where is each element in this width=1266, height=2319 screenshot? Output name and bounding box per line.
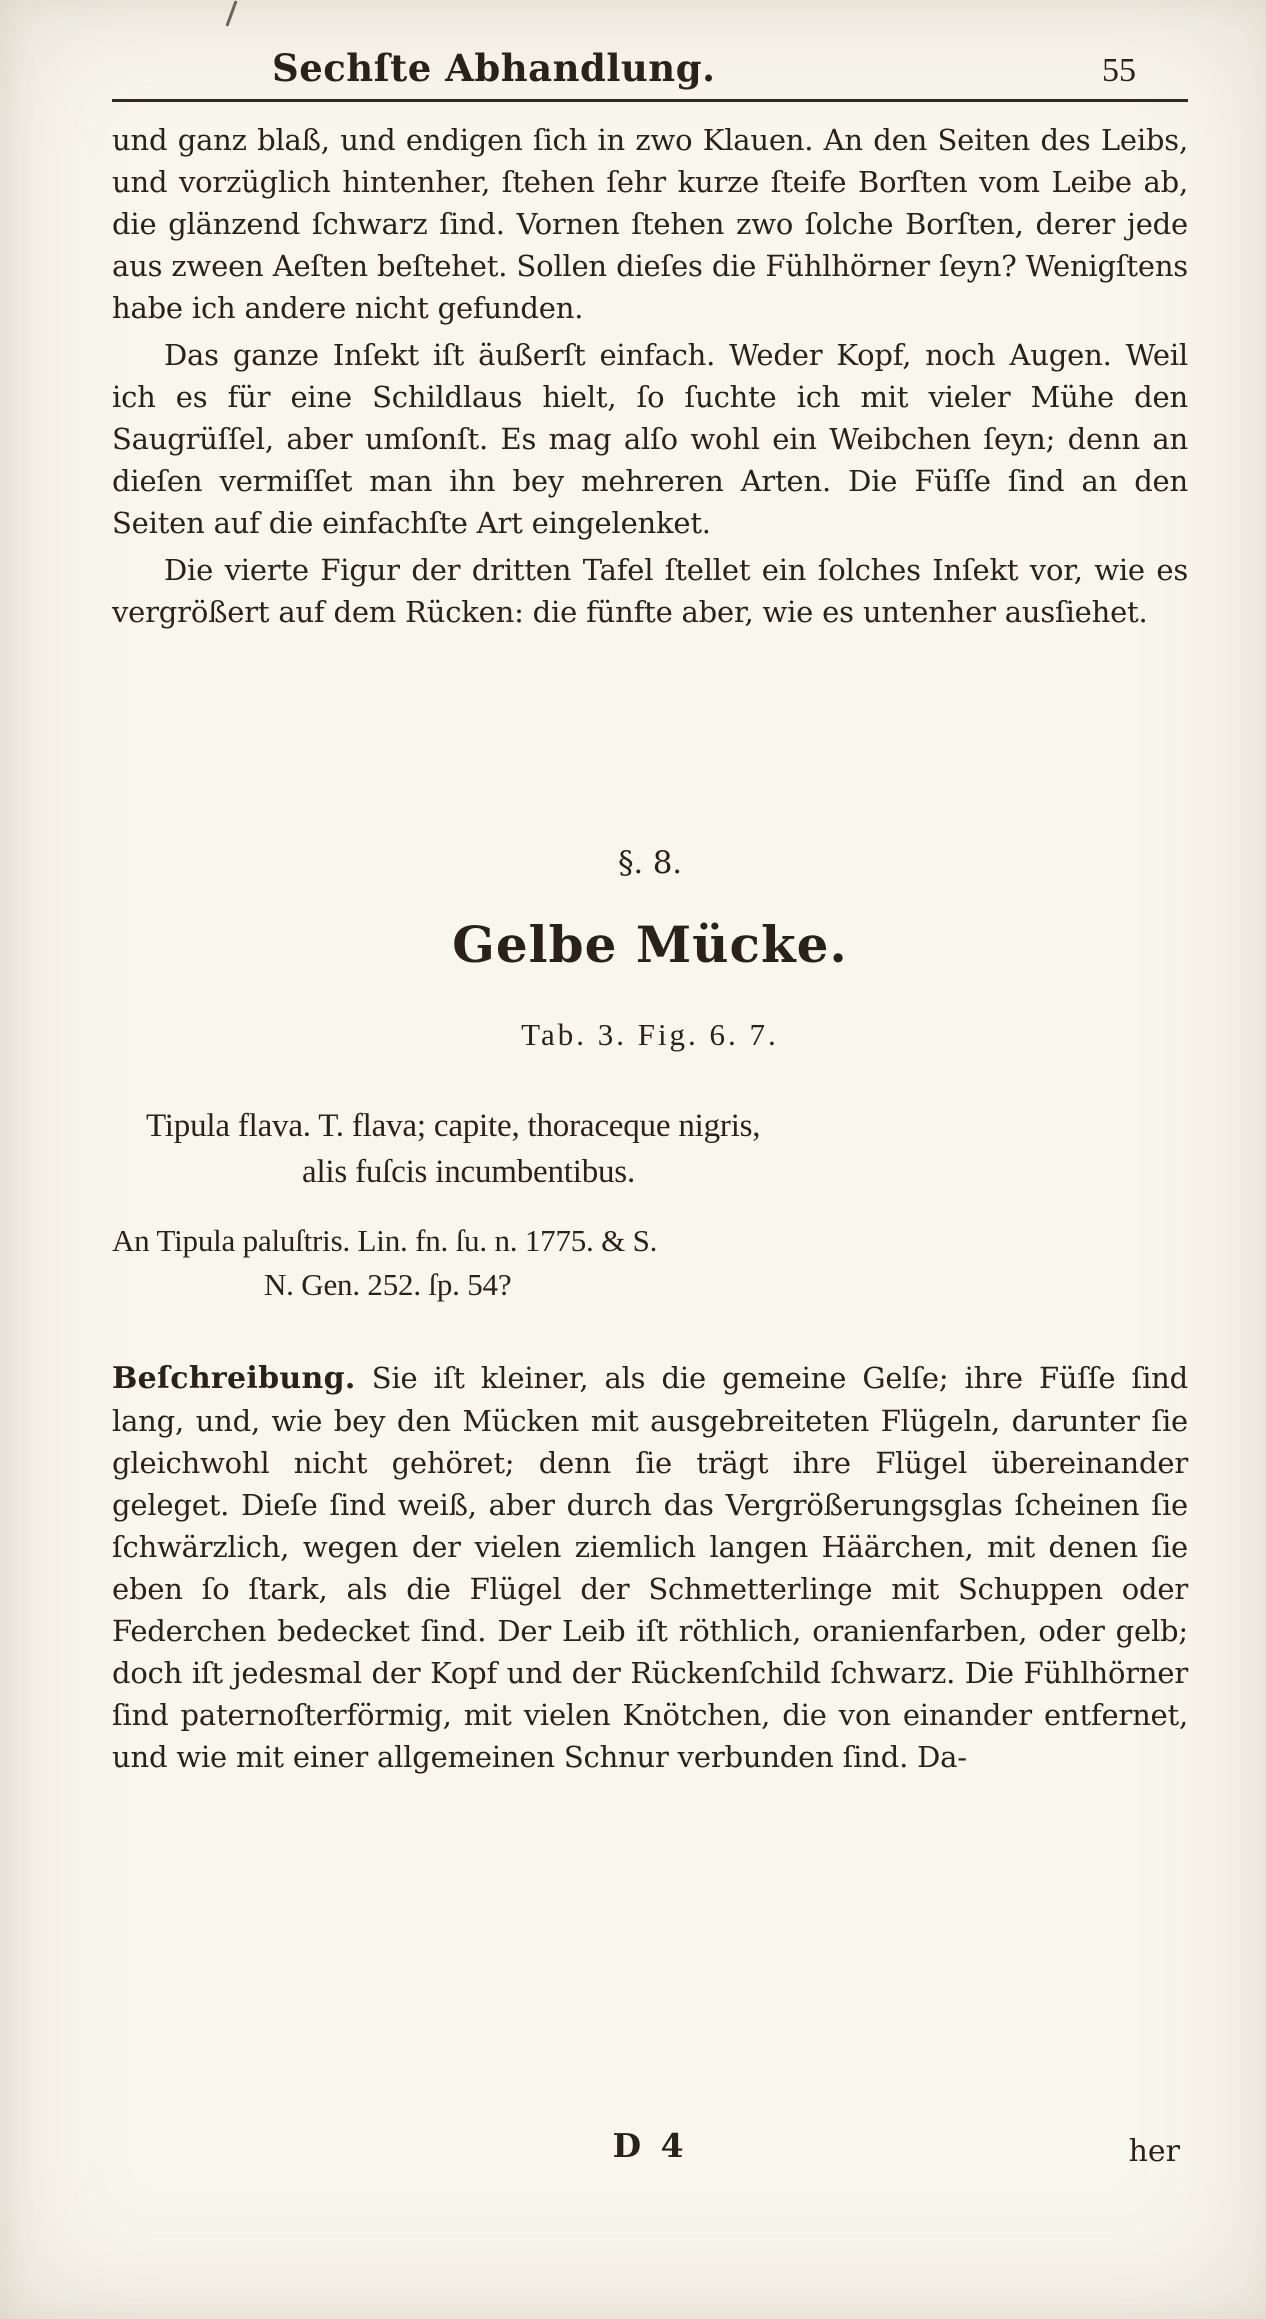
literature-reference [112,1219,1188,1307]
paragraph: und ganz blaß, und endigen ſich in zwo Klauen. An den Seiten des Leibs, und vorzüglich hintenher, ſtehen ſehr kurze ſteife Borſten vom Leibe ab, die glänzend ſchwarz ſind. Vornen ſtehen zwo ſolche Borſten, derer jede aus zween Aeſten beſtehet. Sollen dieſes die Fühlhörner ſeyn? Wenigſtens habe ich andere nicht gefunden. [112,123,1188,325]
signature-mark: D 4 [612,2126,688,2165]
description-text: Sie iſt kleiner, als die gemeine Gelſe; ihre Füſſe ſind lang, und, wie bey den Mücken mit ausgebreiteten Flügeln, darunter ſie gleichwohl nicht gehöret; denn ſie trägt ihre Flügel übereinander geleget. Dieſe ſind weiß, aber durch das Vergrößerungsglas ſcheinen ſie ſchwärzlich, wegen der vielen ziemlich langen Häärchen, mit denen ſie eben ſo ſtark, als die Flügel der Schmetterlinge mit Schuppen oder Federchen bedecket ſind. Der Leib iſt röthlich, oranienfarben, oder gelb; doch iſt jedesmal der Kopf und der Rückenſchild ſchwarz. Die Fühlhörner ſind paternoſterförmig, mit vielen Knötchen, die von einander entfernet, und wie mit einer allgemeinen Schnur verbunden ſind. Da- [112,1361,1188,1774]
catchword: her [1128,2134,1180,2169]
literature-reference-line: An Tipula paluſtris. Lin. fn. ſu. n. 1775. & S. [112,1223,658,1258]
chapter-title: Sechſte Abhandlung. [272,46,716,90]
latin-diagnosis-line: alis fuſcis incumbentibus. [302,1154,636,1190]
paragraph: Das ganze Inſekt iſt äußerſt einfach. Weder Kopf, noch Augen. Weil ich es für eine Schildlaus hielt, ſo ſuchte ich mit vieler Mühe den Saugrüſſel, aber umſonſt. Es mag alſo wohl ein Weibchen ſeyn; denn an dieſen vermiſſet man ihn bey mehreren Arten. Die Füſſe ſind an den Seiten auf die einfachſte Art eingelenket. [112,338,1188,540]
page-footer [112,2126,1188,2186]
section-mark: §. 8. [618,845,682,881]
latin-diagnosis-line: Tipula flava. T. flava; capite, thoraceque nigris, [146,1108,761,1144]
latin-diagnosis [112,1103,1188,1195]
plate-figure-caption: Tab. 3. Fig. 6. 7. [521,1017,779,1052]
literature-reference-line: N. Gen. 252. ſp. 54? [264,1267,512,1302]
text-block [112,119,1188,1778]
description-label: Beſchreibung. [112,1361,356,1396]
paragraph: Die vierte Figur der dritten Tafel ſtellet ein ſolches Inſekt vor, wie es vergrößert auf dem Rücken: die fünfte aber, wie es untenher ausſiehet. [112,553,1188,629]
description-paragraph [112,1357,1188,1778]
running-head [112,46,1188,90]
page-number: 55 [1102,52,1136,89]
section-heading: Gelbe Mücke. [452,915,848,974]
header-rule [112,99,1188,102]
